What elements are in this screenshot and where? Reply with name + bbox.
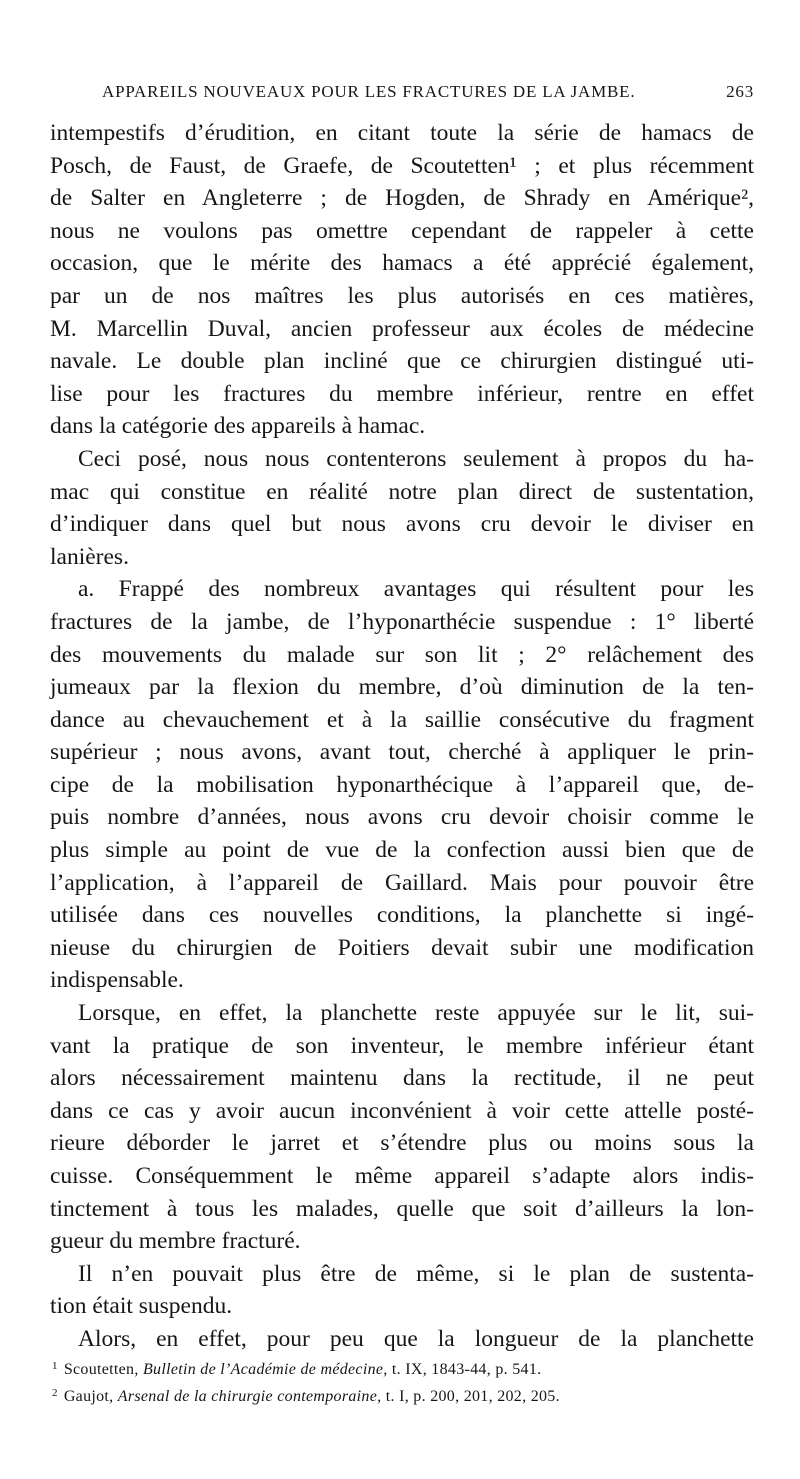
- text-line: lanières.: [50, 543, 129, 570]
- text-line: jumeaux par la flexion du membre, d’où diminution de la ten-: [50, 674, 754, 701]
- text-line: dans la catégorie des appareils à hamac.: [50, 413, 426, 440]
- text-line: intempestifs d’érudition, en citant toute la série de hamacs de: [50, 120, 754, 146]
- text-line: par un de nos maîtres les plus autorisés en ces matières,: [50, 282, 754, 309]
- text-line: cipe de la mobilisation hyponarthécique à l’appareil que, de-: [50, 771, 754, 798]
- page-number: 263: [726, 82, 754, 101]
- text-line: alors nécessairement maintenu dans la rectitude, il ne peut: [50, 1065, 754, 1092]
- text-line: d’indiquer dans quel but nous avons cru devoir le diviser en: [50, 511, 754, 538]
- text-line: M. Marcellin Duval, ancien professeur aux écoles de médecine: [50, 315, 754, 342]
- text-line: navale. Le double plan incliné que ce chirurgien distingué uti-: [50, 348, 754, 375]
- text-line: tinctement à tous les malades, quelle que soit d’ailleurs la lon-: [50, 1195, 754, 1222]
- footnote-marker: 2: [52, 1387, 58, 1399]
- footnote-author: Scoutetten,: [63, 1361, 143, 1378]
- text-line: dance au chevauchement et à la saillie consécutive du fragment: [50, 706, 754, 733]
- text-line: tion était suspendu.: [50, 1293, 233, 1320]
- text-line: dans ce cas y avoir aucun inconvénient à voir cette attelle posté-: [50, 1097, 754, 1124]
- running-head-title: APPAREILS NOUVEAUX POUR LES FRACTURES DE LA JAMBE.: [102, 82, 636, 101]
- text-line: Alors, en effet, pour peu que la longueur de la planchette: [78, 1325, 754, 1352]
- text-line: de Salter en Angleterre ; de Hogden, de Shrady en Amérique²,: [50, 185, 754, 212]
- text-line: rieure déborder le jarret et s’étendre plus ou moins sous la: [50, 1130, 754, 1157]
- footnote-marker: 1: [52, 1360, 58, 1372]
- text-line: l’application, à l’appareil de Gaillard. Mais pour pouvoir être: [50, 869, 754, 896]
- running-header: [102, 82, 754, 106]
- text-line: fractures de la jambe, de l’hyponarthécie suspendue : 1° liberté: [50, 608, 754, 635]
- text-line: puis nombre d’années, nous avons cru devoir choisir comme le: [50, 804, 754, 831]
- text-line: Il n’en pouvait plus être de même, si le plan de sustenta-: [78, 1260, 754, 1287]
- text-line: plus simple au point de vue de la confection aussi bien que de: [50, 837, 754, 864]
- text-line: a. Frappé des nombreux avantages qui résultent pour les: [78, 576, 754, 603]
- text-line: cuisse. Conséquemment le même appareil s’adapte alors indis-: [50, 1163, 754, 1189]
- text-line: indispensable.: [50, 967, 184, 994]
- text-line: Lorsque, en effet, la planchette reste appuyée sur le lit, sui-: [78, 1000, 754, 1027]
- text-line: lise pour les fractures du membre inférieur, rentre en effet: [50, 380, 754, 407]
- footnote-author: Gaujot,: [63, 1388, 118, 1405]
- text-line: mac qui constitue en réalité notre plan direct de sustentation,: [50, 478, 754, 505]
- text-line: nieuse du chirurgien de Poitiers devait subir une modification: [50, 934, 754, 961]
- text-line: gueur du membre fracturé.: [50, 1228, 301, 1255]
- footnotes: [52, 1353, 752, 1407]
- footnote-2: [52, 1380, 752, 1407]
- text-line: supérieur ; nous avons, avant tout, cherché à appliquer le prin-: [50, 739, 754, 766]
- text-line: vant la pratique de son inventeur, le membre inférieur étant: [50, 1032, 754, 1059]
- text-line: utilisée dans ces nouvelles conditions, la planchette si ingé-: [50, 902, 754, 929]
- body-text: [50, 117, 754, 1356]
- book-page: [50, 0, 754, 1479]
- text-line: des mouvements du malade sur son lit ; 2° relâchement des: [50, 641, 754, 668]
- text-line: occasion, que le mérite des hamacs a été apprécié également,: [50, 250, 754, 277]
- text-line: Posch, de Faust, de Graefe, de Scoutetten¹ ; et plus récemment: [50, 152, 754, 179]
- footnote-title: Bulletin de l’Académie de médecine,: [142, 1361, 388, 1378]
- footnote-details: t. I, p. 200, 201, 202, 205.: [381, 1388, 560, 1405]
- text-line: nous ne voulons pas omettre cependant de rappeler à cette: [50, 217, 754, 244]
- footnote-details: t. IX, 1843-44, p. 541.: [387, 1361, 542, 1378]
- footnote-1: [52, 1353, 752, 1380]
- footnote-title: Arsenal de la chirurgie contemporaine,: [117, 1388, 382, 1405]
- text-line: Ceci posé, nous nous contenterons seulement à propos du ha-: [78, 445, 754, 472]
